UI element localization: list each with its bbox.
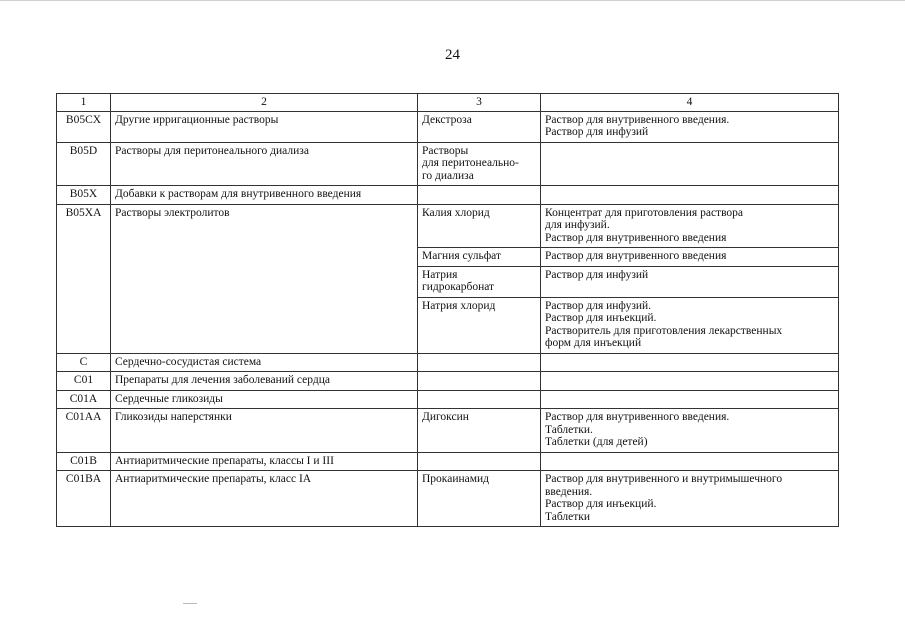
drug-name: Натрия хлорид <box>418 297 541 353</box>
column-header: 2 <box>111 94 418 112</box>
group-name: Антиаритмические препараты, классы I и III <box>111 452 418 471</box>
table-row <box>57 204 839 248</box>
dosage-forms: Раствор для внутривенного и внутримышечного введения. Раствор для инъекций. Таблетки <box>541 471 839 527</box>
drug-name <box>418 372 541 391</box>
dosage-forms <box>541 390 839 409</box>
dosage-forms <box>541 452 839 471</box>
top-rule <box>0 0 905 1</box>
table-row <box>57 372 839 391</box>
table-row <box>57 111 839 142</box>
drug-name: Дигоксин <box>418 409 541 453</box>
group-name: Другие ирригационные растворы <box>111 111 418 142</box>
atc-code: C01AA <box>57 409 111 453</box>
atc-code: C01BA <box>57 471 111 527</box>
dosage-forms <box>541 353 839 372</box>
atc-code: B05CX <box>57 111 111 142</box>
table-row <box>57 409 839 453</box>
table-row <box>57 390 839 409</box>
group-name: Сердечно-сосудистая система <box>111 353 418 372</box>
drug-name: Калия хлорид <box>418 204 541 248</box>
drug-name: Магния сульфат <box>418 248 541 267</box>
group-name: Растворы электролитов <box>111 204 418 353</box>
drug-table <box>56 93 839 527</box>
dosage-forms: Раствор для внутривенного введения <box>541 248 839 267</box>
atc-code: C01 <box>57 372 111 391</box>
column-header: 3 <box>418 94 541 112</box>
group-name: Растворы для перитонеального диализа <box>111 142 418 186</box>
atc-code: C01A <box>57 390 111 409</box>
dosage-forms <box>541 186 839 205</box>
drug-name <box>418 452 541 471</box>
drug-name: Прокаинамид <box>418 471 541 527</box>
scan-mark <box>183 603 197 604</box>
table-row <box>57 471 839 527</box>
dosage-forms: Концентрат для приготовления раствора для инфузий. Раствор для внутривенного введения <box>541 204 839 248</box>
group-name: Антиаритмические препараты, класс IA <box>111 471 418 527</box>
group-name: Сердечные гликозиды <box>111 390 418 409</box>
atc-code: B05X <box>57 186 111 205</box>
atc-code: C01B <box>57 452 111 471</box>
column-header: 1 <box>57 94 111 112</box>
atc-code: B05XA <box>57 204 111 353</box>
drug-name <box>418 186 541 205</box>
drug-name: Декстроза <box>418 111 541 142</box>
header-row <box>57 94 839 112</box>
table-row <box>57 452 839 471</box>
dosage-forms: Раствор для инфузий. Раствор для инъекций. Растворитель для приготовления лекарственных форм для инъекций <box>541 297 839 353</box>
dosage-forms: Раствор для инфузий <box>541 266 839 297</box>
atc-code: B05D <box>57 142 111 186</box>
atc-code: C <box>57 353 111 372</box>
drug-name: Растворы для перитонеально- го диализа <box>418 142 541 186</box>
drug-name <box>418 390 541 409</box>
page-number: 24 <box>445 47 460 63</box>
drug-name: Натрия гидрокарбонат <box>418 266 541 297</box>
group-name: Препараты для лечения заболеваний сердца <box>111 372 418 391</box>
dosage-forms <box>541 142 839 186</box>
table-row <box>57 186 839 205</box>
dosage-forms: Раствор для внутривенного введения. Таблетки. Таблетки (для детей) <box>541 409 839 453</box>
group-name: Добавки к растворам для внутривенного введения <box>111 186 418 205</box>
column-header: 4 <box>541 94 839 112</box>
group-name: Гликозиды наперстянки <box>111 409 418 453</box>
table-row <box>57 142 839 186</box>
dosage-forms <box>541 372 839 391</box>
dosage-forms: Раствор для внутривенного введения. Раствор для инфузий <box>541 111 839 142</box>
drug-name <box>418 353 541 372</box>
table-row <box>57 353 839 372</box>
